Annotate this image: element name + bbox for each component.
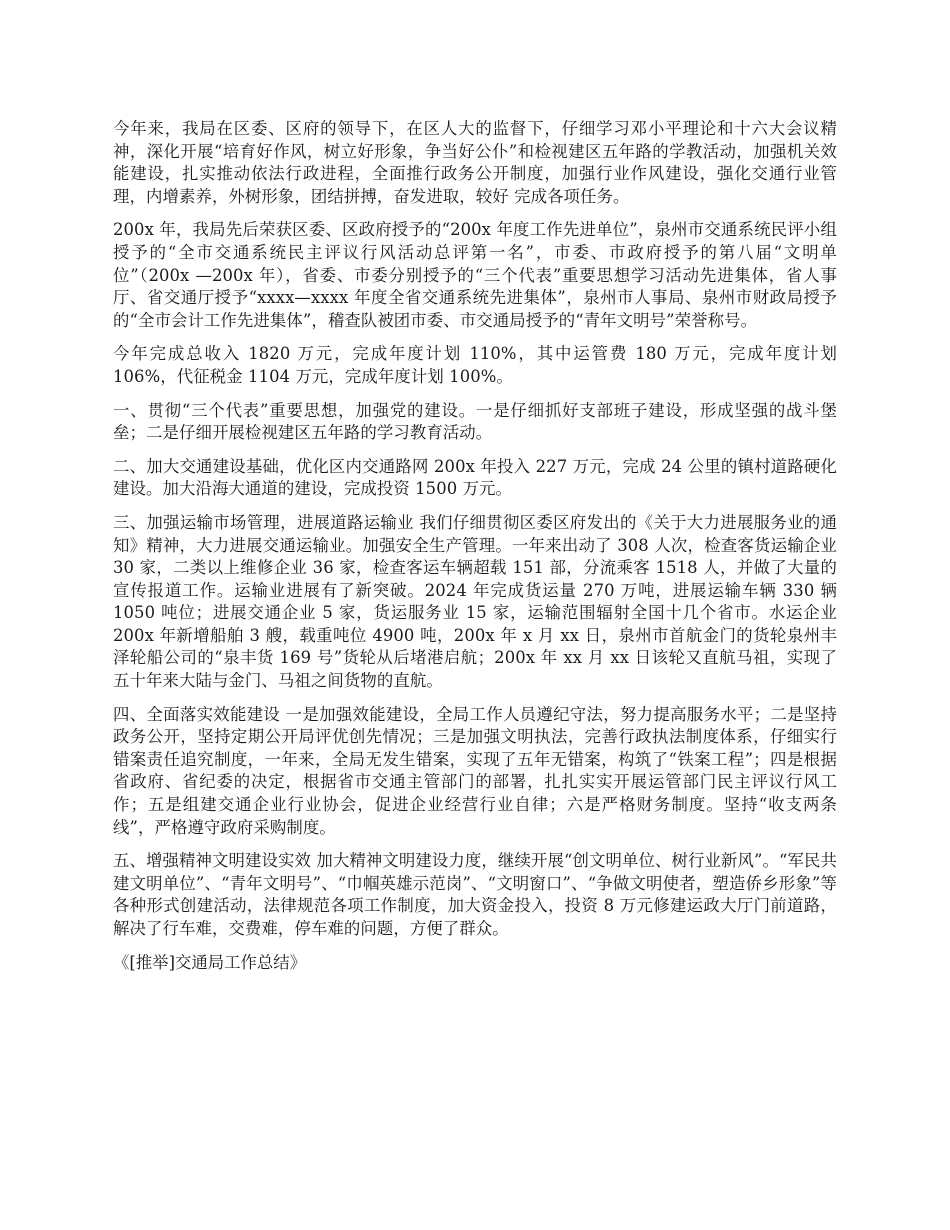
paragraph-section-1: 一、贯彻“三个代表”重要思想，加强党的建设。一是仔细抓好支部班子建设，形成坚强的战斗堡垒；二是仔细开展检视建区五年路的学习教育活动。 xyxy=(113,400,837,443)
paragraph-section-5: 五、增强精神文明建设实效 加大精神文明建设力度，继续开展“创文明单位、树行业新风”。“军民共建文明单位”、“青年文明号”、“巾帼英雄示范岗”、“文明窗口”、“争做文明使者，塑造侨乡形象”等各种形式创建活动，法律规范各项工作制度，加大资金投入，投资 8 万元修建运政大厅门前道路，解决了行车难，交费难，停车难的问题，方便了群众。 xyxy=(113,851,837,938)
paragraph-section-2: 二、加大交通建设基础，优化区内交通路网 200x 年投入 227 万元，完成 24 公里的镇村道路硬化建设。加大沿海大通道的建设，完成投资 1500 万元。 xyxy=(113,456,837,499)
paragraph-revenue: 今年完成总收入 1820 万元，完成年度计划 110%，其中运管费 180 万元，完成年度计划 106%，代征税金 1104 万元，完成年度计划 100%。 xyxy=(113,344,837,386)
paragraph-intro: 今年来，我局在区委、区府的领导下，在区人大的监督下，仔细学习邓小平理论和十六大会议精神，深化开展“培育好作风，树立好形象，争当好公仆”和检视建区五年路的学教活动，加强机关效能建设，扎实推动依法行政进程，全面推行政务公开制度，加强行业作风建设，强化交通行业管理，内增素养，外树形象，团结拼搏，奋发进取，较好 完成各项任务。 xyxy=(113,119,837,206)
document-body xyxy=(113,118,837,974)
paragraph-section-4: 四、全面落实效能建设 一是加强效能建设，全局工作人员遵纪守法，努力提高服务水平；二是坚持政务公开，坚持定期公开局评优创先情况；三是加强文明执法，完善行政执法制度体系，仔细实行错案责任追究制度，一年来，全局无发生错案，实现了五年无错案，构筑了“铁案工程”；四是根据省政府、省纪委的决定，根据省市交通主管部门的部署，扎扎实实开展运管部门民主评议行风工作；五是组建交通企业行业协会，促进企业经营行业自律；六是严格财务制度。坚持“收支两条线”，严格遵守政府采购制度。 xyxy=(113,704,837,837)
paragraph-honors: 200x 年，我局先后荣获区委、区政府授予的“200x 年度工作先进单位”，泉州市交通系统民评小组授予的“全市交通系统民主评议行风活动总评第一名”，市委、市政府授予的第八届“文明单位”（200x —200x 年），省委、市委分别授予的“三个代表”重要思想学习活动先进集体，省人事厅、省交通厅授予“xxxx—xxxx 年度全省交通系统先进集体”，泉州市人事局、泉州市财政局授予的“全市会计工作先进集体”，稽查队被团市委、市交通局授予的“青年文明号”荣誉称号。 xyxy=(113,220,837,330)
paragraph-section-3: 三、加强运输市场管理，进展道路运输业 我们仔细贯彻区委区府发出的《关于大力进展服务业的通知》精神，大力进展交通运输业。加强安全生产管理。一年来出动了 308 人次，检查客货运输企业 30 家，二类以上维修企业 36 家，检查客运车辆超载 151 部，分流乘客 1518 人，并做了大量的宣传报道工作。运输业进展有了新突破。2024 年完成货运量 270 万吨，进展运输车辆 330 辆 1050 吨位；进展交通企业 5 家，货运服务业 15 家，运输范围辐射全国十几个省市。水运企业 200x 年新增船舶 3 艘，载重吨位 4900 吨，200x 年 x 月 xx 日，泉州市首航金门的货轮泉州丰泽轮船公司的“泉丰货 169 号”货轮从后堵港启航；200x 年 xx 月 xx 日该轮又直航马祖，实现了五十年来大陆与金门、马祖之间货物的直航。 xyxy=(113,512,837,691)
document-footer-title: 《[推举]交通局工作总结》 xyxy=(113,952,307,972)
